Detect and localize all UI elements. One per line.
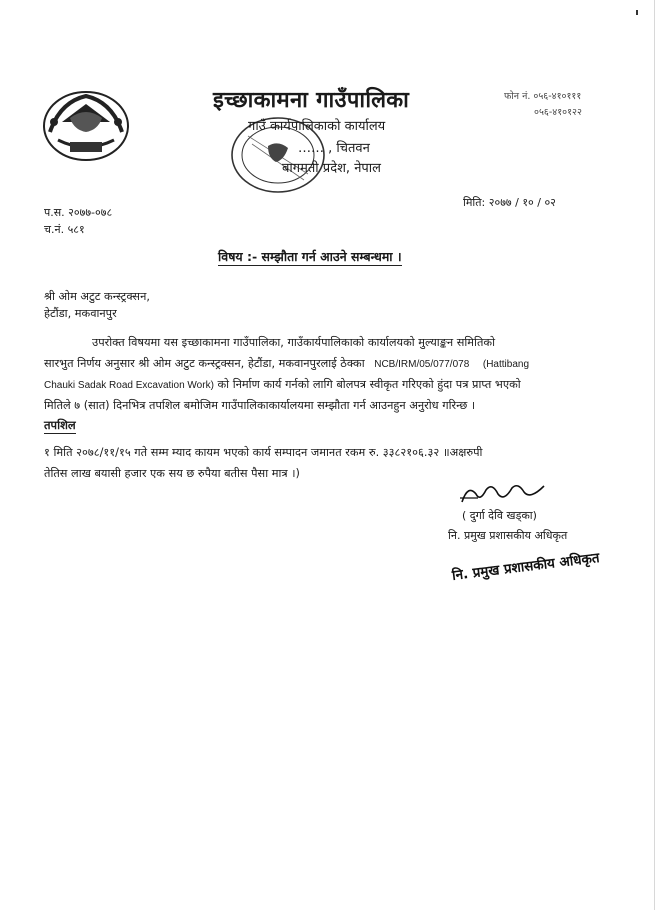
tapsil-line-1: १ मिति २०७८/११/१५ गते सम्म म्याद कायम भएको कार्य सम्पादन जमानत रकम रु. ३३८२१०६.३२ ॥अक्षरुपी <box>44 446 483 459</box>
signatory-designation: नि. प्रमुख प्रशासकीय अधिकृत <box>448 529 568 542</box>
tender-code: NCB/IRM/05/077/078 <box>374 359 470 370</box>
body-line-1: उपरोक्त विषयमा यस इच्छाकामना गाउँपालिका, गाउँकार्यपालिकाको कार्यालयको मुल्याङ्कन समितिको <box>92 336 495 349</box>
cn-number: च.नं. ५८१ <box>44 223 85 236</box>
page-mark <box>636 10 638 15</box>
phone-2: ०५६-४१०१२२ <box>534 107 582 118</box>
nepal-emblem-icon <box>40 82 132 164</box>
page-edge <box>654 0 655 910</box>
address-province: बागमती प्रदेश, नेपाल <box>282 161 381 176</box>
letter-date: मिति: २०७७ / १० / ०२ <box>463 196 556 209</box>
designation-stamp: नि. प्रमुख प्रशासकीय अधिकृत <box>451 549 601 584</box>
recipient-name: श्री ओम अटुट कन्स्ट्रक्सन, <box>44 290 150 303</box>
body-line-2: सारभुत निर्णय अनुसार श्री ओम अटुट कन्स्ट्रक्सन, हेटौंडा, मकवानपुरलाई ठेक्का NCB/IRM/05/077/078 (Hattibang <box>44 357 530 370</box>
handwritten-signature <box>458 480 548 508</box>
ps-number: प.स. २०७७-०७८ <box>44 206 113 219</box>
tapsil-line-2: तेतिस लाख बयासी हजार एक सय छ रुपैया बतीस पैसा मात्र ।) <box>44 467 300 480</box>
tapsil-heading: तपशिल <box>44 418 76 432</box>
body-line-4: मितिले ७ (सात) दिनभित्र तपशिल बमोजिम गाउँपालिकाकार्यालयमा सम्झौता गर्न आउनहुन अनुरोध गरिन्छ । <box>44 399 476 412</box>
phone-1: फोन नं. ०५६-४१०१११ <box>504 91 582 102</box>
subject-line: विषय :- सम्झौता गर्न आउने सम्बन्धमा । <box>218 249 402 264</box>
office-name: गाउँ कार्यपालिकाको कार्यालय <box>248 119 386 134</box>
body-line-3: Chauki Sadak Road Excavation Work) को निर्माण कार्य गर्नको लागि बोलपत्र स्वीकृत गरिएको हुंदा पत्र प्राप्त भएको <box>44 378 521 391</box>
municipality-title: इच्छाकामना गाउँपालिका <box>213 88 410 113</box>
project-name: Chauki Sadak Road Excavation Work) <box>44 380 214 391</box>
signatory-name: ( दुर्गा देवि खड्का) <box>462 509 537 522</box>
recipient-address: हेटौंडा, मकवानपुर <box>44 307 117 320</box>
address-place: …… , चितवन <box>298 141 370 156</box>
